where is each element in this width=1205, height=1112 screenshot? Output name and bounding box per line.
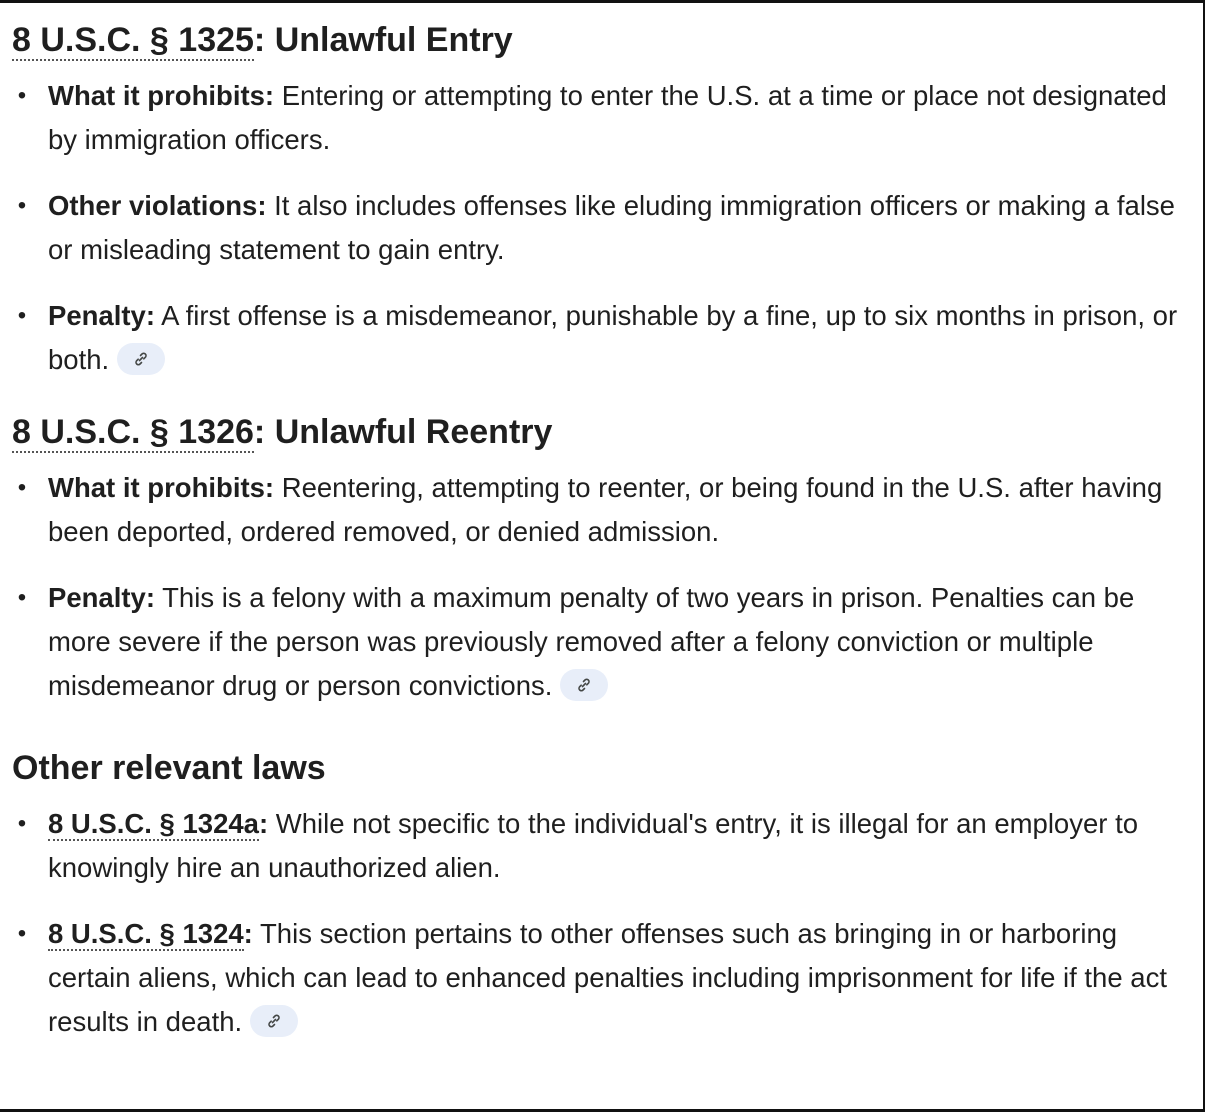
colon: : <box>258 808 269 839</box>
item-text: A first offense is a misdemeanor, punishable by a fine, up to six months in prison, or both. <box>48 300 1178 375</box>
list-item <box>12 576 1192 708</box>
bullet: • <box>17 810 27 837</box>
item-label: Other violations: <box>48 190 267 221</box>
response-content <box>12 14 1192 1044</box>
statute-link-1324a[interactable]: 8 U.S.C. § 1324a <box>48 808 259 839</box>
item-text: Entering or attempting to enter the U.S. at a time or place not designated by immigration officers. <box>48 80 1167 155</box>
item-text: This section pertains to other offenses such as bringing in or harboring certain aliens, which can lead to enhanced penalties including imprisonment for life if the act results in death. <box>48 918 1167 1037</box>
list-1325 <box>12 74 1192 382</box>
bullet: • <box>17 192 27 219</box>
item-text: While not specific to the individual's entry, it is illegal for an employer to knowingly hire an unauthorized alien. <box>48 808 1139 883</box>
heading-title: : Unlawful Entry <box>253 21 513 59</box>
section-heading-other-laws: Other relevant laws <box>12 749 326 787</box>
statute-link-1326[interactable]: 8 U.S.C. § 1326 <box>12 413 254 451</box>
item-label: Penalty: <box>48 582 155 613</box>
item-label: Penalty: <box>48 300 155 331</box>
list-item <box>12 912 1192 1044</box>
list-item <box>12 294 1192 382</box>
statute-link-1324[interactable]: 8 U.S.C. § 1324 <box>48 918 244 949</box>
link-icon <box>576 677 592 693</box>
colon: : <box>243 918 253 949</box>
bullet: • <box>17 584 27 611</box>
list-item <box>12 74 1192 162</box>
heading-title: : Unlawful Reentry <box>253 413 553 451</box>
list-other-laws <box>12 802 1192 1044</box>
bullet: • <box>17 920 27 947</box>
bullet: • <box>17 474 27 501</box>
section-heading-1325 <box>12 14 1192 66</box>
section-heading-1326 <box>12 406 1192 458</box>
item-label: What it prohibits: <box>48 472 275 503</box>
item-label: What it prohibits: <box>48 80 275 111</box>
source-link-chip[interactable] <box>117 343 165 375</box>
list-item <box>12 184 1192 272</box>
item-text: Reentering, attempting to reenter, or being found in the U.S. after having been deported, ordered removed, or denied admission. <box>48 472 1163 547</box>
list-item <box>12 466 1192 554</box>
link-icon <box>266 1013 282 1029</box>
item-text: It also includes offenses like eluding immigration officers or making a false or misleading statement to gain entry. <box>48 190 1175 265</box>
list-1326 <box>12 466 1192 708</box>
bullet: • <box>17 302 27 329</box>
source-link-chip[interactable] <box>560 669 608 701</box>
item-text: This is a felony with a maximum penalty of two years in prison. Penalties can be more severe if the person was previously removed after a felony conviction or multiple misdemeanor drug or person convictions. <box>48 582 1135 701</box>
bullet: • <box>17 82 27 109</box>
link-icon <box>133 351 149 367</box>
source-link-chip[interactable] <box>250 1005 298 1037</box>
list-item <box>12 802 1192 890</box>
statute-link-1325[interactable]: 8 U.S.C. § 1325 <box>12 21 254 59</box>
